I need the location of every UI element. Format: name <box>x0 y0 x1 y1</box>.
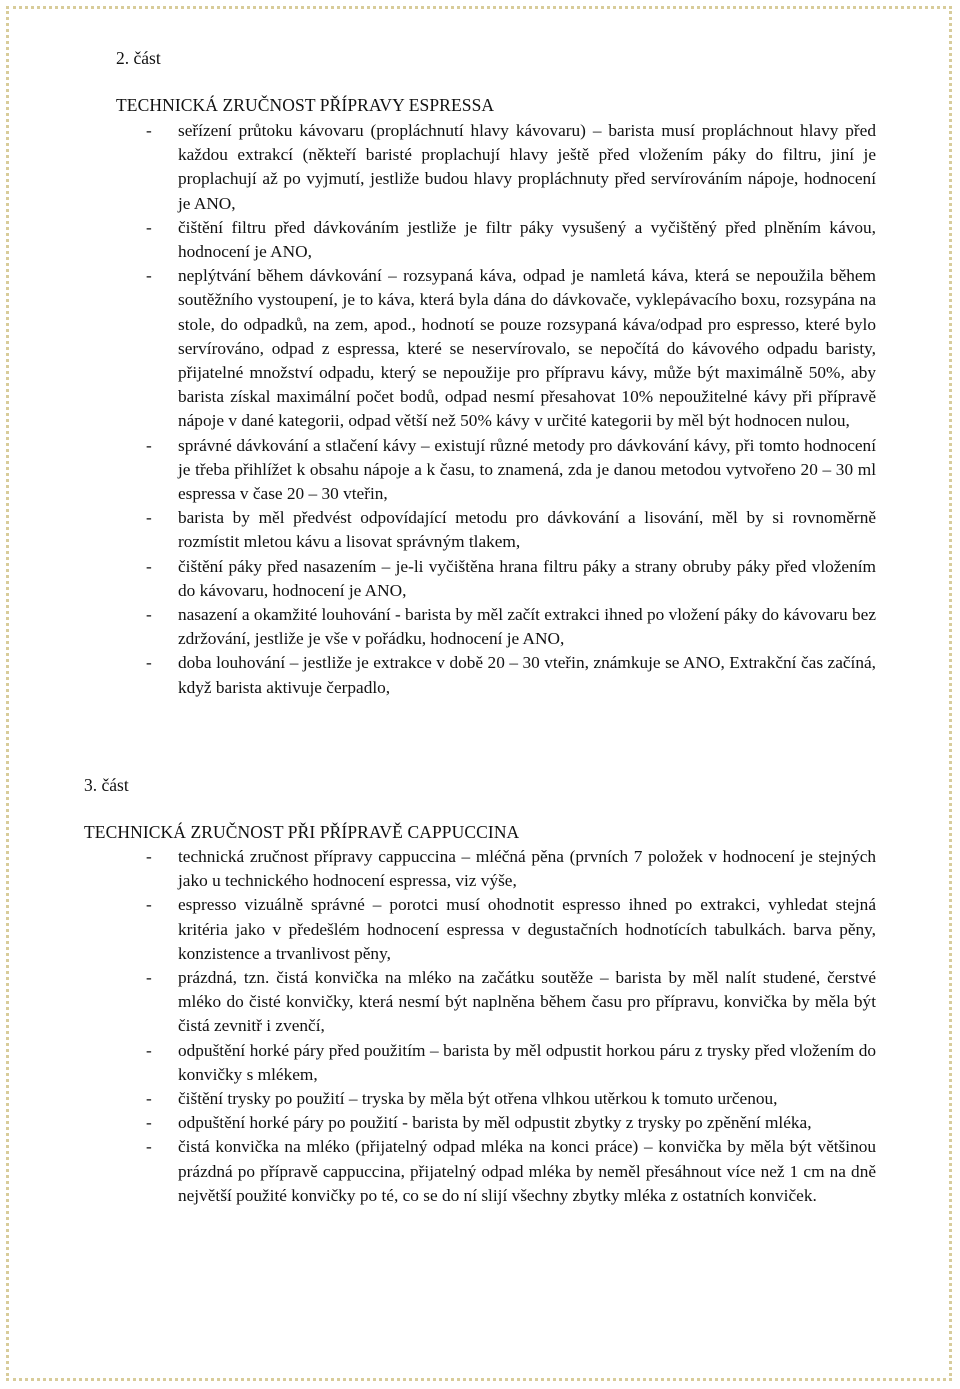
list-item: - barista by měl předvést odpovídající metodu pro dávkování a lisování, měl by si rovnoměrně rozmístit mletou kávu a lisovat správným tlakem, <box>146 506 876 554</box>
section-2-list <box>146 119 876 700</box>
list-item: - odpuštění horké páry před použitím – barista by měl odpustit horkou páru z trysky před vložením do konvičky s mlékem, <box>146 1039 876 1087</box>
list-item: - odpuštění horké páry po použití - barista by měl odpustit zbytky z trysky po zpěnění mléka, <box>146 1111 876 1135</box>
list-item: - čištění trysky po použití – tryska by měla být otřena vlhkou utěrkou k tomuto určenou, <box>146 1087 876 1111</box>
list-item: - espresso vizuálně správné – porotci musí ohodnotit espresso ihned po extrakci, vyhledat stejná kritéria jako v předešlém hodnocení espressa v degustačních hodnotících tabulkách. barva pěny, konzistence a trvanlivost pěny, <box>146 893 876 966</box>
section-2-title: TECHNICKÁ ZRUČNOST PŘÍPRAVY ESPRESSA <box>116 95 495 115</box>
section-3-list <box>146 845 876 1208</box>
list-item: - technická zručnost přípravy cappuccina – mléčná pěna (prvních 7 položek v hodnocení je stejných jako u technického hodnocení espressa, viz výše, <box>146 845 876 893</box>
list-item: - správné dávkování a stlačení kávy – existují různé metody pro dávkování kávy, při tomto hodnocení je třeba přihlížet k obsahu nápoje a k času, to znamená, zda je danou metodou vytvořeno 20 – 30 ml espressa v čase 20 – 30 vteřin, <box>146 434 876 507</box>
list-item: - čištění páky před nasazením – je-li vyčištěna hrana filtru páky a strany obruby páky před vložením do kávovaru, hodnocení je ANO, <box>146 555 876 603</box>
section-3-title: TECHNICKÁ ZRUČNOST PŘI PŘÍPRAVĚ CAPPUCCINA <box>84 822 520 842</box>
section-3-label: 3. část <box>84 775 129 795</box>
list-item: - nasazení a okamžité louhování - barista by měl začít extrakci ihned po vložení páky do kávovaru bez zdržování, jestliže je vše v pořádku, hodnocení je ANO, <box>146 603 876 651</box>
list-item: - prázdná, tzn. čistá konvička na mléko na začátku soutěže – barista by měl nalít studené, čerstvé mléko do čisté konvičky, která nesmí být naplněna během času pro přípravu, konvička by měla být čistá zevnitř i zvenčí, <box>146 966 876 1039</box>
section-2-label: 2. část <box>116 48 161 68</box>
list-item: - doba louhování – jestliže je extrakce v době 20 – 30 vteřin, známkuje se ANO, Extrakční čas začíná, když barista aktivuje čerpadlo, <box>146 651 876 699</box>
list-item: - čištění filtru před dávkováním jestliže je filtr páky vysušený a vyčištěný před plněním kávou, hodnocení je ANO, <box>146 216 876 264</box>
list-item: - seřízení průtoku kávovaru (propláchnutí hlavy kávovaru) – barista musí propláchnout hlavy před každou extrakcí (někteří baristé proplachují hlavy ještě před vložením páky do filtru, jiní je proplachují až po vyjmutí, jestliže budou hlavy propláchnuty před servírováním nápoje, hodnocení je ANO, <box>146 119 876 216</box>
list-item: - čistá konvička na mléko (přijatelný odpad mléka na konci práce) – konvička by měla být většinou prázdná po přípravě cappuccina, přijatelný odpad mléka by neměl přesáhnout více než 1 cm na dně největší použité konvičky po té, co se do ní slijí všechny zbytky mléka z ostatních konviček. <box>146 1135 876 1208</box>
list-item: - neplýtvání během dávkování – rozsypaná káva, odpad je namletá káva, která se nepoužila během soutěžního vystoupení, je to káva, která byla dána do dávkovače, vyklepávacího boxu, rozsypána na stole, do odpadků, na zem, apod., hodnotí se pouze rozsypaná káva/odpad pro espresso, které bylo servírováno, odpad z espressa, které se neservírovalo, se nepočítá do kávového odpadu baristy, přijatelné množství odpadu, který se nepoužije pro přípravu kávy, může být maximálně 50%, aby barista získal maximální počet bodů, odpad nesmí přesahovat 10% nepoužitelné kávy při přípravě nápoje v dané kategorii, odpad větší než 50% kávy v určité kategorii by měl být hodnocen nulou, <box>146 264 876 433</box>
